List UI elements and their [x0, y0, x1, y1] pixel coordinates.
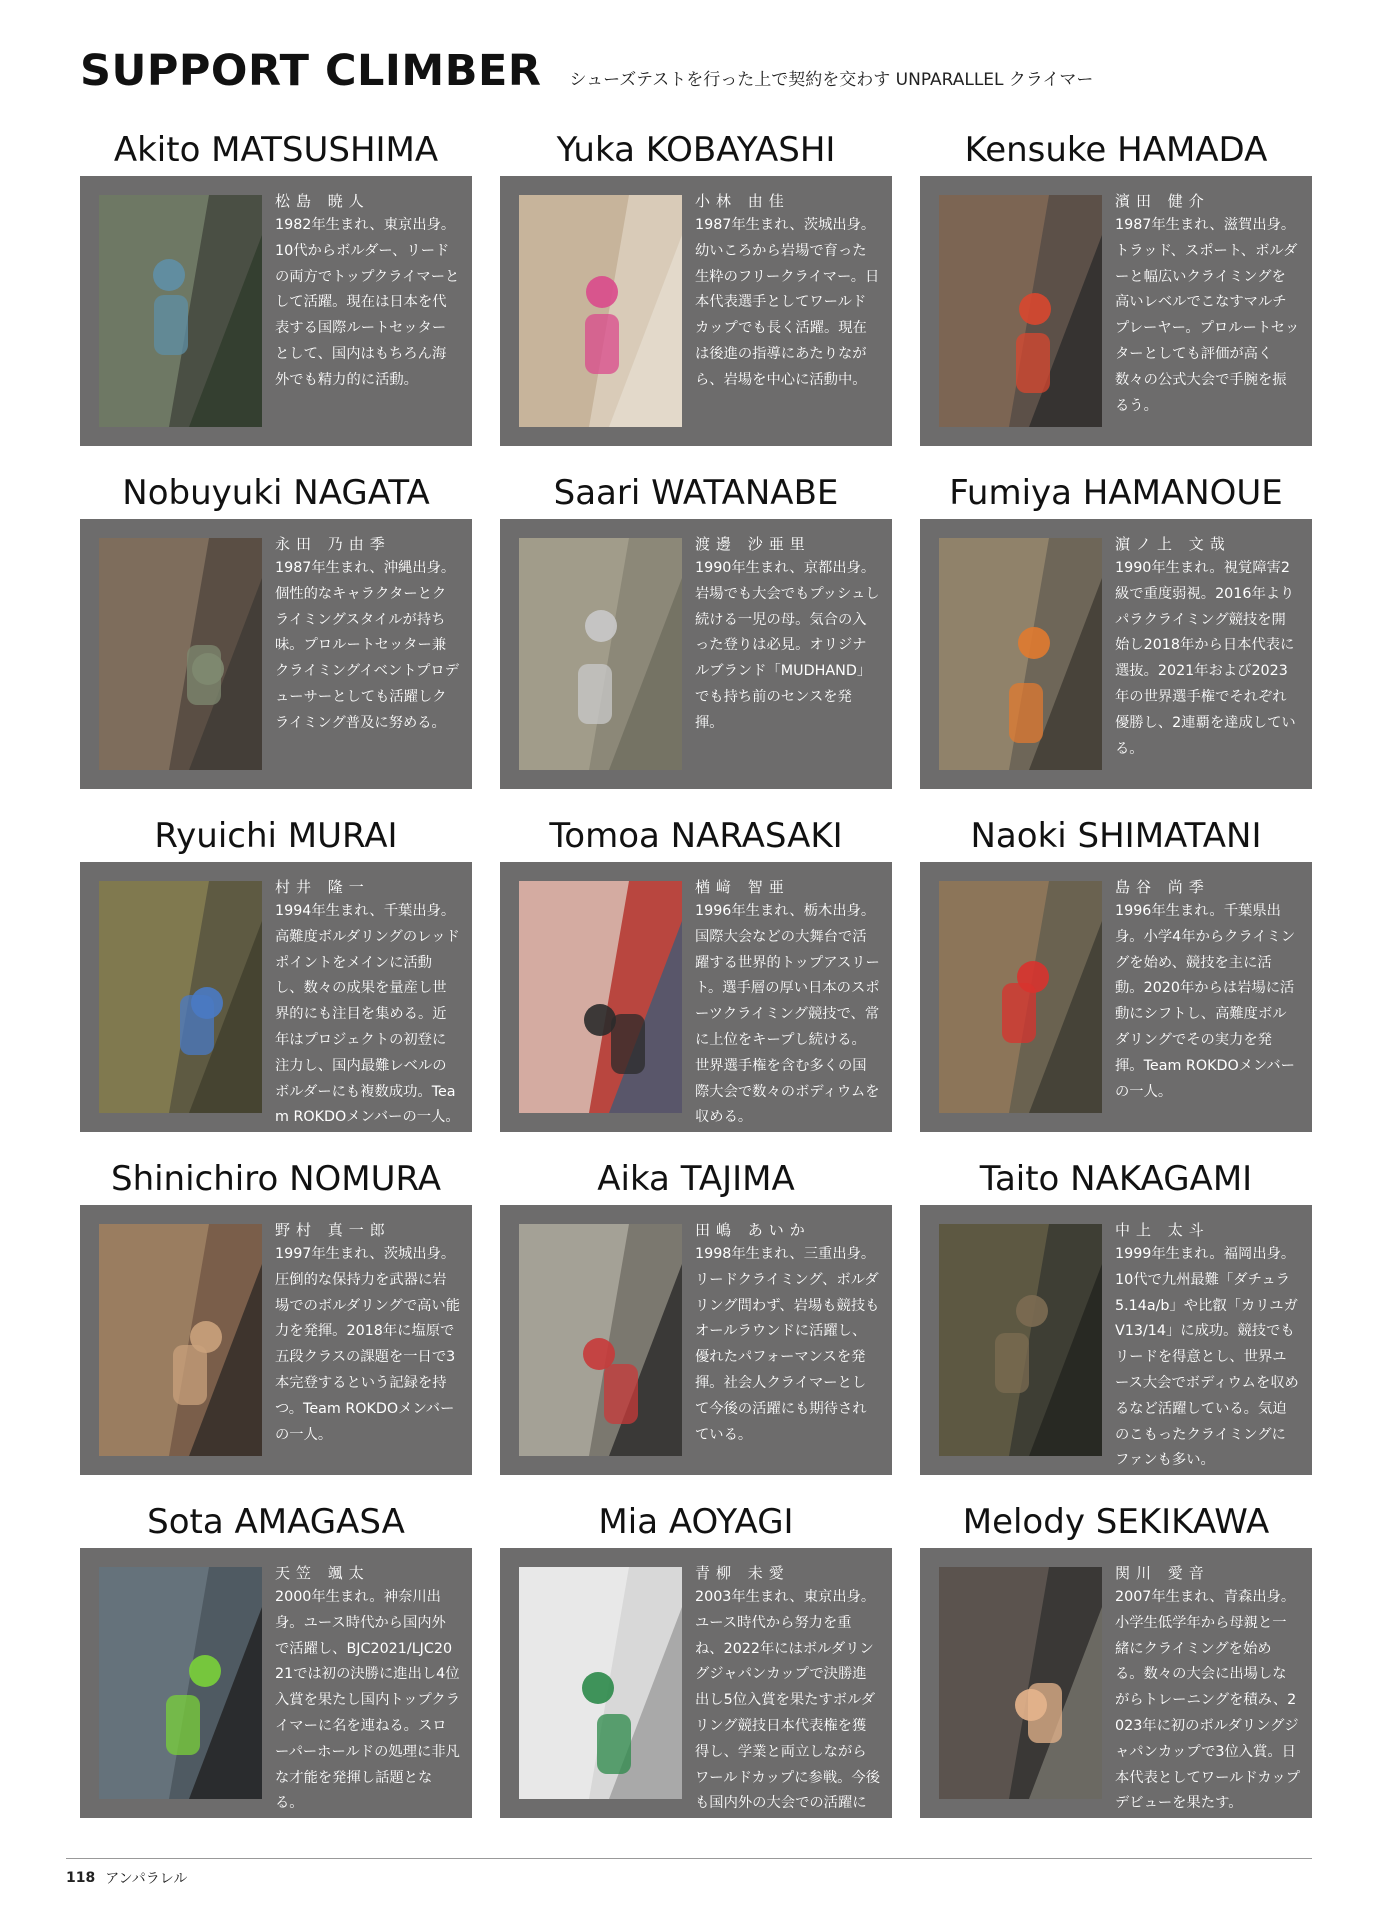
climber-photo [939, 195, 1102, 427]
climber-card [920, 128, 1312, 438]
page-subtitle: シューズテストを行った上で契約を交わす UNPARALLEL クライマー [569, 70, 1094, 90]
climber-profile [275, 534, 460, 737]
climber-profile [1115, 191, 1300, 419]
climber-name: Naoki SHIMATANI [970, 816, 1262, 856]
climber-name: Ryuichi MURAI [154, 816, 398, 856]
climber-bio: 1999年生まれ。福岡出身。10代で九州最難「ダチュラ5.14a/b」や比叡「カリユガV13/14」に成功。競技でもリードを得意とし、世界ユース大会でボディウムを収めるなど活躍している。気迫のこもったクライミングにファンも多い。 [1115, 1246, 1299, 1469]
climber-photo [939, 538, 1102, 770]
climber-name: Nobuyuki NAGATA [122, 473, 430, 513]
climber-profile [275, 191, 460, 394]
climber-photo [939, 1567, 1102, 1799]
climber-panel [500, 176, 892, 446]
climber-bio: 1994年生まれ、千葉出身。高難度ボルダリングのレッドポイントをメインに活動し、数々の成果を量産し世界的にも注目を集める。近年はプロジェクトの初登に注力し、国内最難レベルのボルダーにも複数成功。Team ROKDOメンバーの一人。 [275, 903, 460, 1126]
climber-photo [519, 1224, 682, 1456]
climber-jp-name: 松島 暁人 [275, 192, 370, 210]
climber-profile [1115, 534, 1300, 762]
climber-name: Fumiya HAMANOUE [949, 473, 1283, 513]
climber-jp-name: 島谷 尚季 [1115, 878, 1210, 896]
climber-photo [519, 881, 682, 1113]
climber-card [920, 1157, 1312, 1467]
climber-photo [519, 1567, 682, 1799]
climber-jp-name: 中上 太斗 [1115, 1221, 1210, 1239]
climber-bio: 1996年生まれ。千葉県出身。小学4年からクライミングを始め、競技を主に活動。2020年からは岩場に活動にシフトし、高難度ボルダリングでその実力を発揮。Team ROKDOメンバーの一人。 [1115, 903, 1296, 1100]
climber-bio: 1997年生まれ、茨城出身。圧倒的な保持力を武器に岩場でのボルダリングで高い能力を発揮。2018年に塩原で五段クラスの課題を一日で3本完登するという記録を持つ。Team ROKDOメンバーの一人。 [275, 1246, 460, 1443]
climber-panel [920, 1548, 1312, 1818]
climber-profile [695, 1220, 880, 1448]
climber-name: Shinichiro NOMURA [110, 1159, 442, 1199]
climber-panel [500, 1205, 892, 1475]
climber-jp-name: 濵ノ上 文哉 [1115, 535, 1231, 553]
climber-profile [695, 534, 880, 737]
climber-panel [80, 1548, 472, 1818]
climber-profile [695, 877, 880, 1131]
climber-jp-name: 田嶋 あいか [695, 1221, 811, 1239]
climber-card [500, 128, 892, 438]
climber-card [920, 1500, 1312, 1810]
climber-jp-name: 野村 真一郎 [275, 1221, 391, 1239]
page-footer [66, 1866, 187, 1890]
climber-name: Taito NAKAGAMI [979, 1159, 1253, 1199]
climber-panel [80, 519, 472, 789]
climber-jp-name: 永田 乃由季 [275, 535, 391, 553]
page-number: 118 [66, 1870, 96, 1886]
climber-bio: 2000年生まれ。神奈川出身。ユース時代から国内外で活躍し、BJC2021/LJC2021では初の決勝に進出し4位入賞を果たし国内トップクライマーに名を連ねる。スローパーホールドの処理に非凡な才能を発揮し話題となる。 [275, 1589, 460, 1812]
climber-card [500, 1157, 892, 1467]
climber-bio: 1987年生まれ、茨城出身。幼いころから岩場で育った生粋のフリークライマー。日本代表選手としてワールドカップでも長く活躍。現在は後進の指導にあたりながら、岩場を中心に活動中。 [695, 217, 880, 388]
climber-panel [920, 862, 1312, 1132]
climber-bio: 1990年生まれ、京都出身。岩場でも大会でもプッシュし続ける一児の母。気合の入った登りは必見。オリジナルブランド「MUDHAND」でも持ち前のセンスを発揮。 [695, 560, 880, 731]
climber-profile [1115, 1563, 1300, 1817]
climber-card [920, 814, 1312, 1124]
climber-panel [920, 176, 1312, 446]
climber-photo [939, 881, 1102, 1113]
climber-name: Aika TAJIMA [597, 1159, 795, 1199]
climber-name: Sota AMAGASA [147, 1502, 405, 1542]
climber-jp-name: 関川 愛音 [1115, 1564, 1210, 1582]
climber-bio: 1996年生まれ、栃木出身。国際大会などの大舞台で活躍する世界的トップアスリート。選手層の厚い日本のスポーツクライミング競技で、常に上位をキープし続ける。世界選手権を含む多くの国際大会で数々のボディウムを収める。 [695, 903, 880, 1126]
climber-photo [99, 1224, 262, 1456]
climber-card [920, 471, 1312, 781]
climber-name: Kensuke HAMADA [964, 130, 1268, 170]
climber-card [500, 814, 892, 1124]
page-header [80, 46, 1093, 106]
climber-jp-name: 天笠 颯太 [275, 1564, 370, 1582]
climber-panel [80, 1205, 472, 1475]
footer-label: アンパラレル [105, 1871, 188, 1887]
climber-bio: 1990年生まれ。視覚障害2級で重度弱視。2016年よりパラクライミング競技を開始し2018年から日本代表に選抜。2021年および2023年の世界選手権でそれぞれ優勝し、2連覇を達成している。 [1115, 560, 1296, 757]
climber-card [80, 471, 472, 781]
climber-jp-name: 村井 隆一 [275, 878, 370, 896]
climber-name: Saari WATANABE [553, 473, 839, 513]
climber-photo [939, 1224, 1102, 1456]
climber-jp-name: 小林 由佳 [695, 192, 790, 210]
climber-photo [99, 195, 262, 427]
climber-bio: 1987年生まれ、滋賀出身。トラッド、スポート、ボルダーと幅広いクライミングを高いレベルでこなすマルチプレーヤー。プロルートセッターとしても評価が高く数々の公式大会で手腕を振るう。 [1115, 217, 1300, 414]
climber-profile [1115, 1220, 1300, 1474]
climber-jp-name: 濱田 健介 [1115, 192, 1210, 210]
climber-profile [695, 1563, 880, 1843]
climber-profile [1115, 877, 1300, 1105]
climber-name: Melody SEKIKAWA [962, 1502, 1270, 1542]
climber-jp-name: 渡邊 沙亜里 [695, 535, 811, 553]
climber-photo [519, 538, 682, 770]
climber-panel [920, 1205, 1312, 1475]
climber-bio: 1998年生まれ、三重出身。リードクライミング、ボルダリング問わず、岩場も競技もオールラウンドに活躍し、優れたパフォーマンスを発揮。社会人クライマーとして今後の活躍にも期待されている。 [695, 1246, 880, 1443]
climber-jp-name: 青柳 未愛 [695, 1564, 790, 1582]
climber-profile [695, 191, 880, 394]
page-title: SUPPORT CLIMBER [80, 46, 542, 96]
climber-photo [519, 195, 682, 427]
climber-bio: 2007年生まれ、青森出身。小学生低学年から母親と一緒にクライミングを始める。数々の大会に出場しながらトレーニングを積み、2023年に初のボルダリングジャパンカップで3位入賞。日本代表としてワールドカップデビューを果たす。 [1115, 1589, 1300, 1812]
climber-name: Akito MATSUSHIMA [113, 130, 439, 170]
climber-name: Mia AOYAGI [598, 1502, 794, 1542]
climber-name: Yuka KOBAYASHI [556, 130, 836, 170]
climber-panel [80, 176, 472, 446]
climber-jp-name: 楢﨑 智亜 [695, 878, 790, 896]
climber-bio: 1982年生まれ、東京出身。10代からボルダー、リードの両方でトップクライマーとして活躍。現在は日本を代表する国際ルートセッターとして、国内はもちろん海外でも精力的に活動。 [275, 217, 460, 388]
climber-photo [99, 538, 262, 770]
climber-card [80, 1500, 472, 1810]
climber-profile [275, 877, 460, 1131]
footer-divider [66, 1858, 1312, 1859]
climber-panel [500, 862, 892, 1132]
climber-panel [80, 862, 472, 1132]
climber-bio: 2003年生まれ、東京出身。ユース時代から努力を重ね、2022年にはボルダリングジャパンカップで決勝進出し5位入賞を果たすボルダリング競技日本代表権を獲得し、学業と両立しながらワールドカップに参戦。今後も国内外の大会での活躍に期待が集まる。 [695, 1589, 880, 1838]
climber-panel [500, 519, 892, 789]
climber-card [500, 471, 892, 781]
climber-card [80, 1157, 472, 1467]
climber-card [500, 1500, 892, 1838]
climber-name: Tomoa NARASAKI [549, 816, 843, 856]
climber-grid [80, 128, 1312, 1838]
climber-photo [99, 881, 262, 1113]
climber-panel [920, 519, 1312, 789]
climber-card [80, 128, 472, 438]
climber-bio: 1987年生まれ、沖縄出身。個性的なキャラクターとクライミングスタイルが持ち味。プロルートセッター兼クライミングイベントプロデューサーとしても活躍しクライミング普及に努める。 [275, 560, 459, 731]
climber-card [80, 814, 472, 1124]
climber-profile [275, 1220, 460, 1448]
climber-photo [99, 1567, 262, 1799]
climber-panel [500, 1548, 892, 1838]
climber-profile [275, 1563, 460, 1817]
